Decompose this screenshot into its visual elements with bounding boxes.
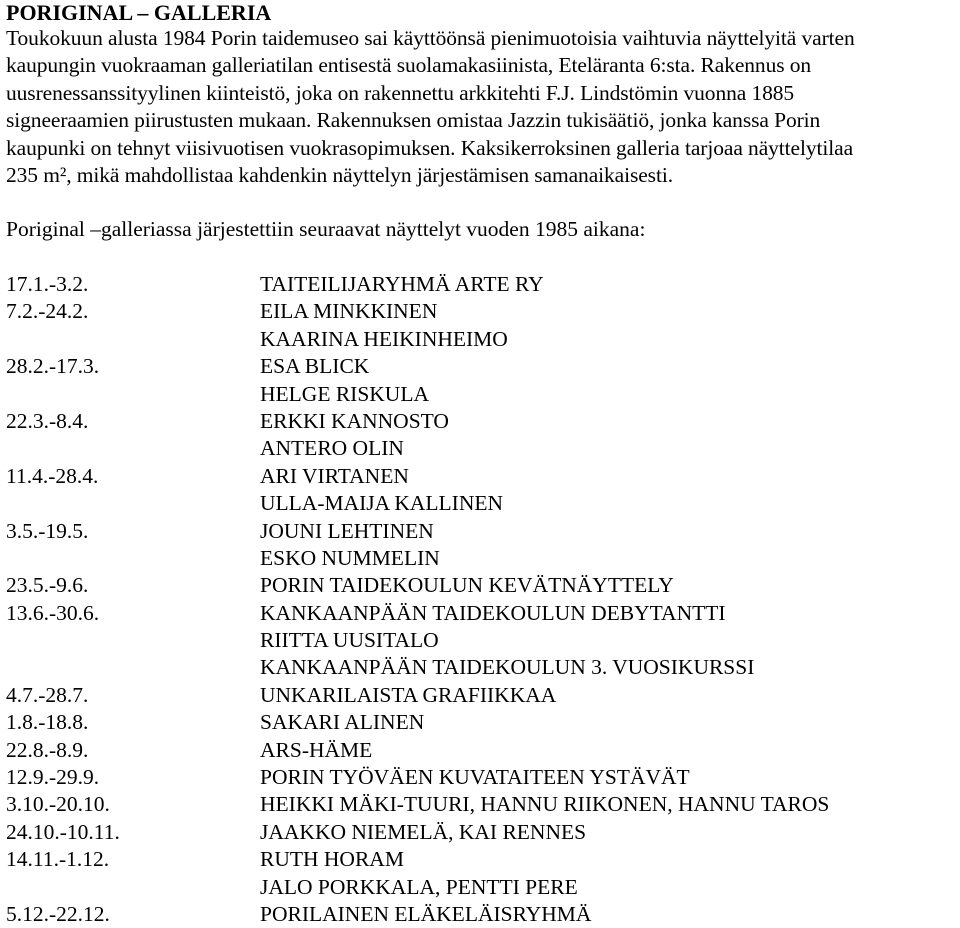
exhibition-date	[6, 874, 260, 901]
list-item	[6, 518, 956, 545]
list-item	[6, 874, 956, 901]
exhibition-artist: PORILAINEN ELÄKELÄISRYHMÄ	[260, 901, 592, 926]
exhibition-artist: ARI VIRTANEN	[260, 463, 409, 488]
exhibition-date: 24.10.-10.11.	[6, 819, 120, 844]
exhibition-date: 22.8.-8.9.	[6, 737, 89, 762]
exhibition-date: 11.4.-28.4.	[6, 463, 99, 488]
exhibition-artist: JAAKKO NIEMELÄ, KAI RENNES	[260, 819, 587, 844]
exhibition-date: 3.10.-20.10.	[6, 792, 110, 817]
list-item	[6, 408, 956, 435]
list-item	[6, 298, 956, 325]
list-item	[6, 737, 956, 764]
exhibition-date	[6, 545, 260, 572]
exhibition-artist: EILA MINKKINEN	[260, 299, 438, 324]
document-page	[6, 0, 956, 926]
exhibition-date: 13.6.-30.6.	[6, 600, 100, 625]
exhibition-artist: HELGE RISKULA	[260, 381, 429, 406]
exhibition-artist: ANTERO OLIN	[260, 436, 404, 461]
list-item	[6, 600, 956, 627]
exhibition-artist: JOUNI LEHTINEN	[260, 518, 434, 543]
intro-paragraph	[6, 25, 956, 189]
list-item	[6, 545, 956, 572]
list-item	[6, 381, 956, 408]
exhibition-list-intro: Poriginal –galleriassa järjestettiin seuraavat näyttelyt vuoden 1985 aikana:	[6, 217, 646, 241]
exhibition-date	[6, 381, 260, 408]
exhibition-date: 12.9.-29.9.	[6, 765, 100, 790]
exhibition-artist: ESA BLICK	[260, 354, 370, 379]
exhibition-artist: JALO PORKKALA, PENTTI PERE	[260, 874, 578, 899]
exhibition-date	[6, 654, 260, 681]
list-item	[6, 435, 956, 462]
intro-line: Toukokuun alusta 1984 Porin taidemuseo sai käyttöönsä pienimuotoisia vaihtuvia näyttelyitä varten	[6, 26, 855, 50]
exhibition-date	[6, 326, 260, 353]
exhibition-artist: RIITTA UUSITALO	[260, 628, 439, 653]
list-item	[6, 572, 956, 599]
intro-line: signeeraamien piirustusten mukaan. Rakennuksen omistaa Jazzin tukisäätiö, jonka kanssa Porin	[6, 108, 821, 133]
list-item	[6, 682, 956, 709]
exhibition-artist: UNKARILAISTA GRAFIIKKAA	[260, 682, 557, 707]
list-item	[6, 764, 956, 791]
list-item	[6, 627, 956, 654]
exhibition-date	[6, 435, 260, 462]
list-item	[6, 819, 956, 846]
exhibition-date: 5.12.-22.12.	[6, 901, 110, 926]
exhibition-date: 14.11.-1.12.	[6, 847, 110, 872]
exhibition-list	[6, 271, 956, 928]
list-item	[6, 463, 956, 490]
exhibition-date: 22.3.-8.4.	[6, 408, 89, 433]
intro-line: 235 m², mikä mahdollistaa kahdenkin näyttelyn järjestämisen samanaikaisesti.	[6, 163, 673, 188]
exhibition-artist: KANKAANPÄÄN TAIDEKOULUN 3. VUOSIKURSSI	[260, 655, 755, 680]
intro-line: kaupunki on tehnyt viisivuotisen vuokrasopimuksen. Kaksikerroksinen galleria tarjoaa näyttelytilaa	[6, 135, 854, 160]
list-item	[6, 901, 956, 928]
document-title: PORIGINAL – GALLERIA	[6, 0, 272, 25]
exhibition-artist: SAKARI ALINEN	[260, 710, 425, 735]
exhibition-artist: TAITEILIJARYHMÄ ARTE RY	[260, 272, 544, 296]
list-item	[6, 791, 956, 818]
exhibition-artist: ARS-HÄME	[260, 737, 373, 762]
exhibition-date: 4.7.-28.7.	[6, 682, 89, 707]
exhibition-artist: KAARINA HEIKINHEIMO	[260, 326, 508, 351]
exhibition-artist: HEIKKI MÄKI-TUURI, HANNU RIIKONEN, HANNU TAROS	[260, 792, 830, 817]
exhibition-artist: ERKKI KANNOSTO	[260, 408, 449, 433]
exhibition-date: 1.8.-18.8.	[6, 710, 89, 735]
exhibition-date	[6, 627, 260, 654]
exhibition-date: 17.1.-3.2.	[6, 272, 89, 296]
intro-line: kaupungin vuokraaman galleriatilan entisestä suolamakasiinista, Eteläranta 6:sta. Rakennus on	[6, 53, 812, 78]
exhibition-artist: RUTH HORAM	[260, 847, 404, 872]
list-item	[6, 353, 956, 380]
exhibition-date: 7.2.-24.2.	[6, 299, 89, 324]
exhibition-artist: PORIN TAIDEKOULUN KEVÄTNÄYTTELY	[260, 573, 674, 598]
list-item	[6, 846, 956, 873]
intro-line: uusrenessanssityylinen kiinteistö, joka on rakennettu arkkitehti F.J. Lindstömin vuonna 1885	[6, 80, 795, 105]
exhibition-date	[6, 490, 260, 517]
exhibition-date: 28.2.-17.3.	[6, 354, 100, 379]
exhibition-artist: PORIN TYÖVÄEN KUVATAITEEN YSTÄVÄT	[260, 765, 690, 790]
list-item	[6, 490, 956, 517]
exhibition-artist: ULLA-MAIJA KALLINEN	[260, 491, 504, 516]
exhibition-artist: ESKO NUMMELIN	[260, 545, 440, 570]
list-item	[6, 654, 956, 681]
exhibition-date: 3.5.-19.5.	[6, 518, 89, 543]
list-item	[6, 709, 956, 736]
list-item	[6, 326, 956, 353]
list-item	[6, 271, 956, 298]
exhibition-date: 23.5.-9.6.	[6, 573, 89, 598]
exhibition-artist: KANKAANPÄÄN TAIDEKOULUN DEBYTANTTI	[260, 600, 726, 625]
